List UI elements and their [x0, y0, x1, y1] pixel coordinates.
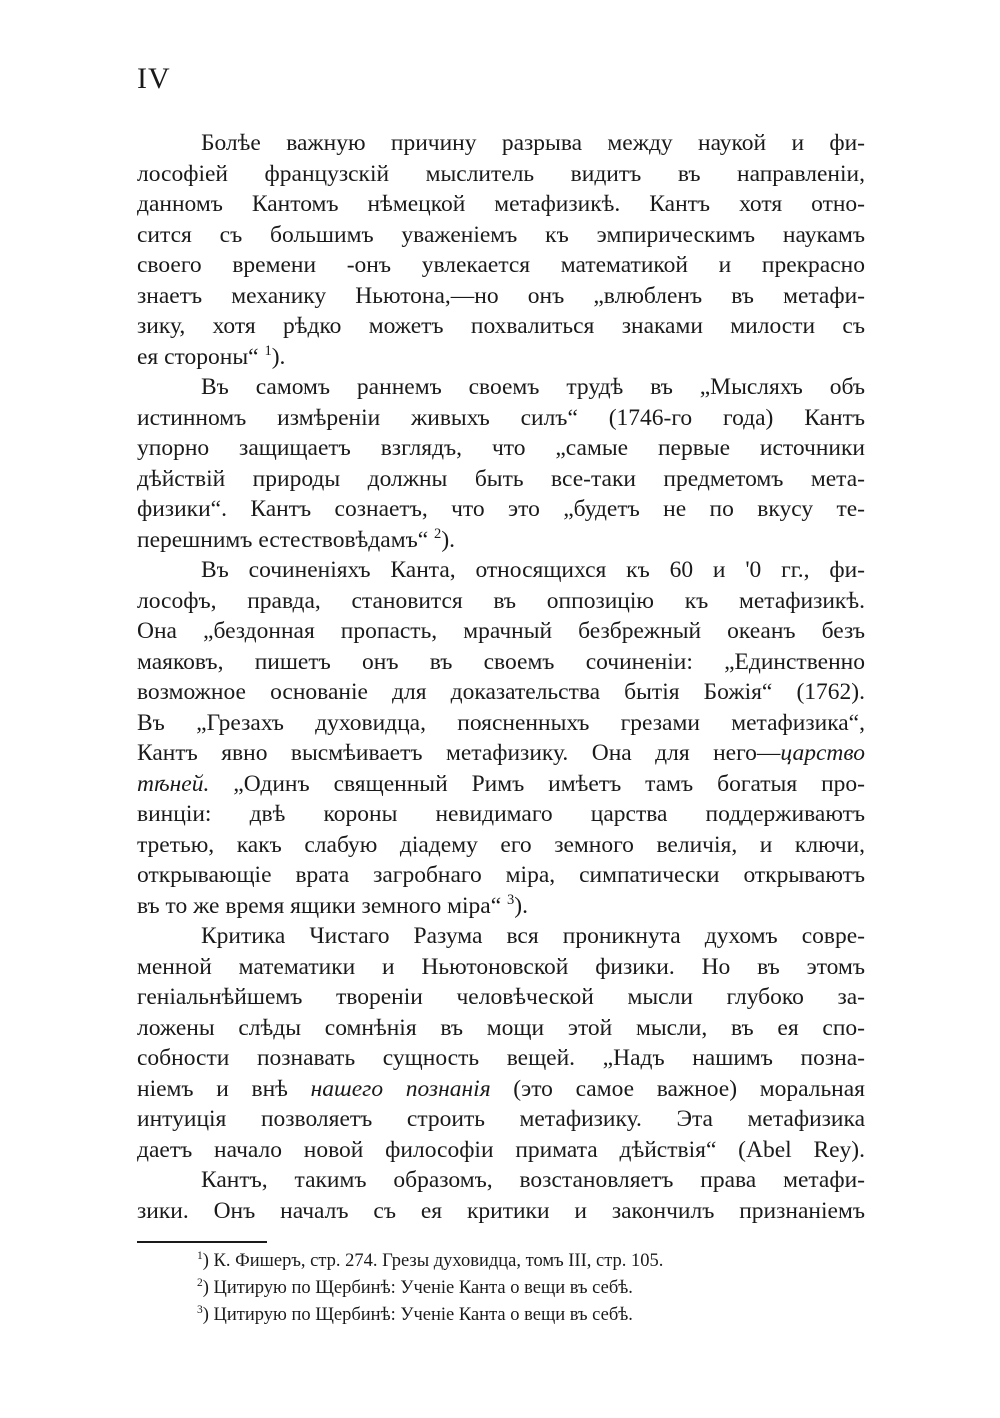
- text-line: зику, хотя рѣдко можетъ похвалиться знаками милости съ: [137, 313, 865, 339]
- text-line: истинномъ измѣреніи живыхъ силъ“ (1746-го года) Кантъ: [137, 404, 865, 431]
- text-line: [137, 342, 865, 373]
- text-line: маяковъ, пишетъ онъ въ своемъ сочиненіи: „Единственно: [137, 648, 865, 675]
- page-number: IV: [137, 62, 171, 95]
- footnote-mark: 3: [197, 1303, 203, 1316]
- italic-fragment: нашего познанія: [310, 1075, 491, 1102]
- text-line: своего времени -онъ увлекается математикой и прекрасно: [137, 252, 865, 278]
- footnote: [197, 1275, 857, 1302]
- text-line: менной математики и Ньютоновской физики. Но въ этомъ: [137, 953, 865, 980]
- text-fragment: Кантъ явно высмѣиваетъ метафизику. Она для него—: [137, 740, 781, 766]
- italic-fragment: царство: [780, 740, 865, 766]
- ref-close: ).: [514, 892, 528, 919]
- footnote-text: ) Цитирую по Щербинѣ: Ученіе Канта о вещи въ себѣ.: [202, 1278, 633, 1298]
- footnote-ref-3: 3: [507, 891, 515, 908]
- text-fragment: ніемъ и внѣ: [137, 1075, 311, 1102]
- footnote: [197, 1302, 857, 1329]
- text-fragment: ея стороны“: [137, 343, 259, 370]
- text-line: [137, 891, 865, 922]
- text-line: лософіей французскій мыслитель видитъ въ направленіи,: [137, 160, 865, 187]
- text-line: открывающіе врата загробнаго міра, симпатически открываютъ: [137, 862, 865, 888]
- text-line: Критика Чистаго Разума вся проникнута духомъ совре-: [201, 923, 865, 949]
- footnote-mark: 2: [197, 1276, 203, 1289]
- text-line: Она „бездонная пропасть, мрачный безбрежный океанъ безъ: [137, 618, 865, 644]
- text-line: данномъ Кантомъ нѣмецкой метафизикѣ. Кантъ хотя отно-: [137, 191, 865, 217]
- footnotes: [197, 1248, 857, 1329]
- text-fragment: въ то же время ящики земного міра“: [137, 892, 502, 919]
- footnote-divider: [137, 1241, 267, 1243]
- footnote: [197, 1248, 857, 1275]
- footnote-ref-2: 2: [434, 525, 442, 542]
- text-line: Въ „Грезахъ духовидца, поясненныхъ грезами метафизика“,: [137, 709, 865, 736]
- text-line: интуиція позволяетъ строить метафизику. Эта метафизика: [137, 1106, 865, 1132]
- text-line: Болѣе важную причину разрыва между наукой и фи-: [201, 130, 865, 156]
- text-line: [137, 738, 865, 769]
- text-fragment: (это самое важное) моральная: [490, 1075, 865, 1102]
- text-line: знаетъ механику Ньютона,—но онъ „влюбленъ въ метафи-: [137, 282, 865, 309]
- footnote-ref-1: 1: [264, 342, 272, 359]
- body-text: [137, 128, 865, 1226]
- italic-fragment: тѣней.: [137, 770, 210, 797]
- text-line: дѣйствій природы должны быть все-таки предметомъ мета-: [137, 465, 865, 492]
- text-line: геніальнѣйшемъ твореніи человѣческой мысли глубоко за-: [137, 984, 865, 1010]
- text-line: [137, 1074, 865, 1105]
- text-line: ложены слѣды сомнѣнія въ мощи этой мысли, въ ея спо-: [137, 1014, 865, 1041]
- ref-close: ).: [271, 343, 286, 370]
- text-line: [137, 769, 865, 800]
- text-fragment: перешнимъ естествовѣдамъ“: [137, 526, 429, 553]
- text-line: физики“. Кантъ сознаетъ, что это „будетъ не по вкусу те-: [137, 496, 865, 522]
- text-line: возможное основаніе для доказательства бытія Божія“ (1762).: [137, 679, 865, 705]
- ref-close: ).: [441, 526, 456, 553]
- text-fragment: „Одинъ священный Римъ имѣетъ тамъ богатыя про-: [209, 770, 865, 797]
- text-line: Въ сочиненіяхъ Канта, относящихся къ 60 и '0 гг., фи-: [201, 557, 865, 583]
- text-line: собности познавать сущность вещей. „Надъ нашимъ позна-: [137, 1045, 865, 1071]
- text-line: [137, 525, 865, 556]
- text-line: Кантъ, такимъ образомъ, возстановляетъ права метафи-: [201, 1167, 865, 1193]
- text-line: третью, какъ слабую діадему его земного величія, и ключи,: [137, 831, 865, 858]
- text-line: упорно защищаетъ взглядъ, что „самые первые источники: [137, 435, 865, 461]
- footnote-text: ) К. Фишеръ, стр. 274. Грезы духовидца, томъ III, стр. 105.: [202, 1251, 664, 1271]
- text-line: даетъ начало новой философіи примата дѣйствія“ (Abel Rey).: [137, 1136, 865, 1163]
- footnote-mark: 1: [197, 1249, 203, 1262]
- text-line: лософъ, правда, становится въ оппозицію къ метафизикѣ.: [137, 587, 865, 614]
- text-line: винціи: двѣ короны невидимаго царства поддерживаютъ: [137, 801, 865, 827]
- text-line: сится съ большимъ уваженіемъ къ эмпирическимъ наукамъ: [137, 221, 865, 248]
- footnote-text: ) Цитирую по Щербинѣ: Ученіе Канта о вещи въ себѣ.: [202, 1305, 633, 1325]
- text-line: Въ самомъ раннемъ своемъ трудѣ въ „Мысляхъ объ: [201, 374, 865, 400]
- text-line: зики. Онъ началъ съ ея критики и закончилъ признаніемъ: [137, 1197, 865, 1224]
